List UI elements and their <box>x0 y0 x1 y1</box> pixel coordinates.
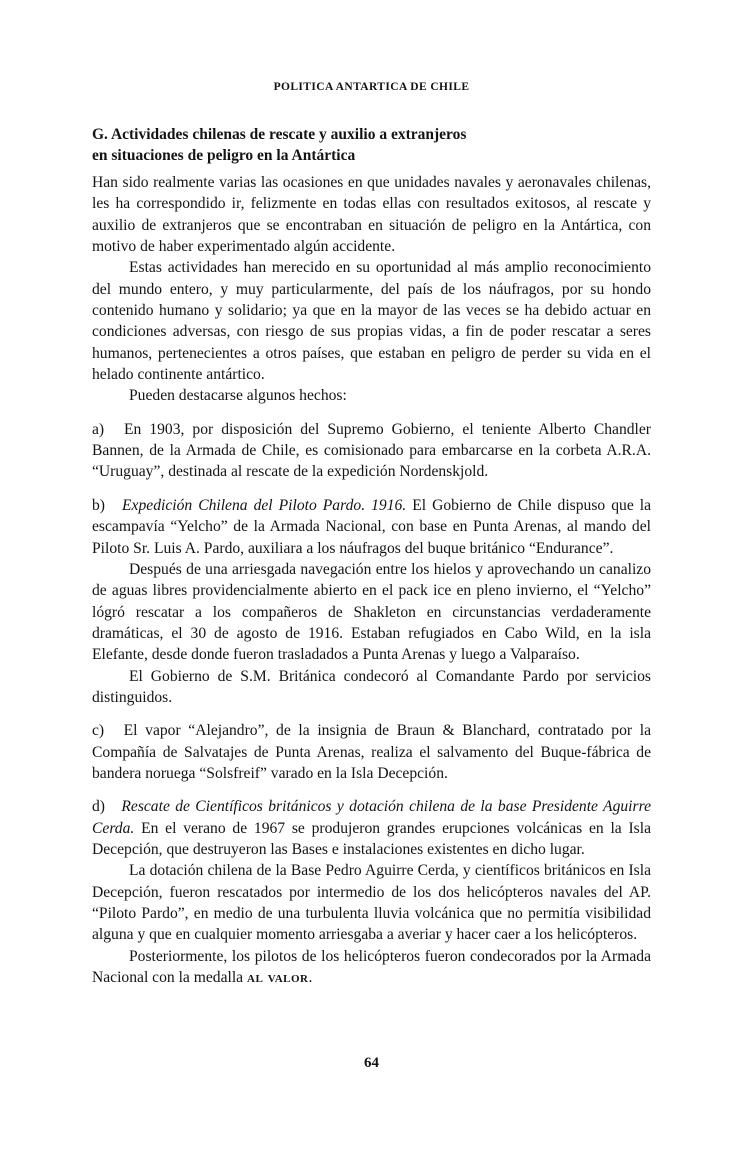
medal-name: al valor <box>247 969 309 987</box>
item-d-title: Rescate de Científicos británicos y dotación chilena de la base Presidente Aguirre Cerda. <box>92 798 651 837</box>
item-d-paragraph-3 <box>92 946 651 989</box>
section-heading-line-2: en situaciones de peligro en la Antártica <box>92 147 356 164</box>
paragraph-recognition: Estas actividades han merecido en su oportunidad al más amplio reconocimiento del mundo entero, y muy particularmente, del país de los náufragos, por su hondo contenido humano y solidario; ya que en la mayor de las veces se ha debido actuar en condiciones adversas, con riesgo de sus propias vidas, a fin de poder rescatar a seres humanos, pertenecientes a otros países, que estaban en peligro de perder su vida en el helado continente antártico. <box>92 259 651 384</box>
item-c <box>92 720 651 784</box>
item-b-text: El Gobierno de Chile dispuso que la escampavía “Yelcho” de la Armada Nacional, con base en Punta Arenas, al mando del Piloto Sr. Luis A. Pardo, auxiliara a los náufragos del buque británico “Endurance”. <box>92 496 652 557</box>
paragraph-intro: Han sido realmente varias las ocasiones en que unidades navales y aeronavales chilenas, les ha correspondido ir, felizmente en todas ellas con resultados exitosos, al rescate y auxilio de extranjeros que se encontraban en situación de peligro en la Antártica, con motivo de haber experimentado algún accidente. <box>92 174 651 256</box>
item-d-paragraph-3-text: Posteriormente, los pilotos de los helicópteros fueron condecorados por la Armada Nacional con la medalla <box>92 947 651 987</box>
item-c-label: c) <box>92 722 105 740</box>
item-d-paragraph-2: La dotación chilena de la Base Pedro Aguirre Cerda, y científicos británicos en Isla Decepción, fueron rescatados por intermedio de los dos helicópteros navales del AP. “Piloto Pardo”, en medio de una turbulenta lluvia volcánica que no permitía visibilidad alguna y que en cualquier momento arriesgaba a averiar y hacer caer a los helicópteros. <box>92 862 651 944</box>
item-d-paragraph-3-end: . <box>308 969 313 987</box>
item-b <box>92 495 651 559</box>
running-head: POLITICA ANTARTICA DE CHILE <box>273 81 470 93</box>
item-c-text: El vapor “Alejandro”, de la insignia de Braun & Blanchard, contratado por la Compañía de Salvatajes de Punta Arenas, realiza el salvamento del Buque-fábrica de bandera noruega “Solsfreif” varado en la Isla Decepción. <box>92 722 651 782</box>
item-b-paragraph-3: El Gobierno de S.M. Británica condecoró al Comandante Pardo por servicios distinguidos. <box>92 667 651 706</box>
item-d <box>92 796 651 860</box>
item-b-label: b) <box>92 496 105 514</box>
item-a-label: a) <box>92 420 105 438</box>
paragraph-facts-lead: Pueden destacarse algunos hechos: <box>129 387 347 405</box>
page-number: 64 <box>364 1055 379 1071</box>
item-a-text: En 1903, por disposición del Supremo Gobierno, el teniente Alberto Chandler Bannen, de la Armada de Chile, es comisionado para embarcarse en la corbeta A.R.A. “Uruguay”, destinada al rescate de la expedición Nordenskjold. <box>92 420 651 481</box>
body-text <box>92 172 651 988</box>
item-a <box>92 419 651 483</box>
section-heading-line-1: G. Actividades chilenas de rescate y auxilio a extranjeros <box>92 126 467 143</box>
item-b-paragraph-2: Después de una arriesgada navegación entre los hielos y aprovechando un canalizo de aguas libres providencialmente abierto en el pack ice en pleno invierno, el “Yelcho” lógró rescatar a los compañeros de Shakleton en circunstancias verdaderamente dramáticas, el 30 de agosto de 1916. Estaban refugiados en Cabo Wild, en la isla Elefante, desde donde fueron trasladados a Punta Arenas y luego a Valparaíso. <box>92 560 651 664</box>
item-d-label: d) <box>92 798 105 816</box>
item-d-text: En el verano de 1967 se produjeron grandes erupciones volcánicas en la Isla Decepción, que destruyeron las Bases e instalaciones existentes en dicho lugar. <box>92 819 651 858</box>
item-b-title: Expedición Chilena del Piloto Pardo. 1916. <box>122 496 407 514</box>
section-heading <box>92 124 651 166</box>
